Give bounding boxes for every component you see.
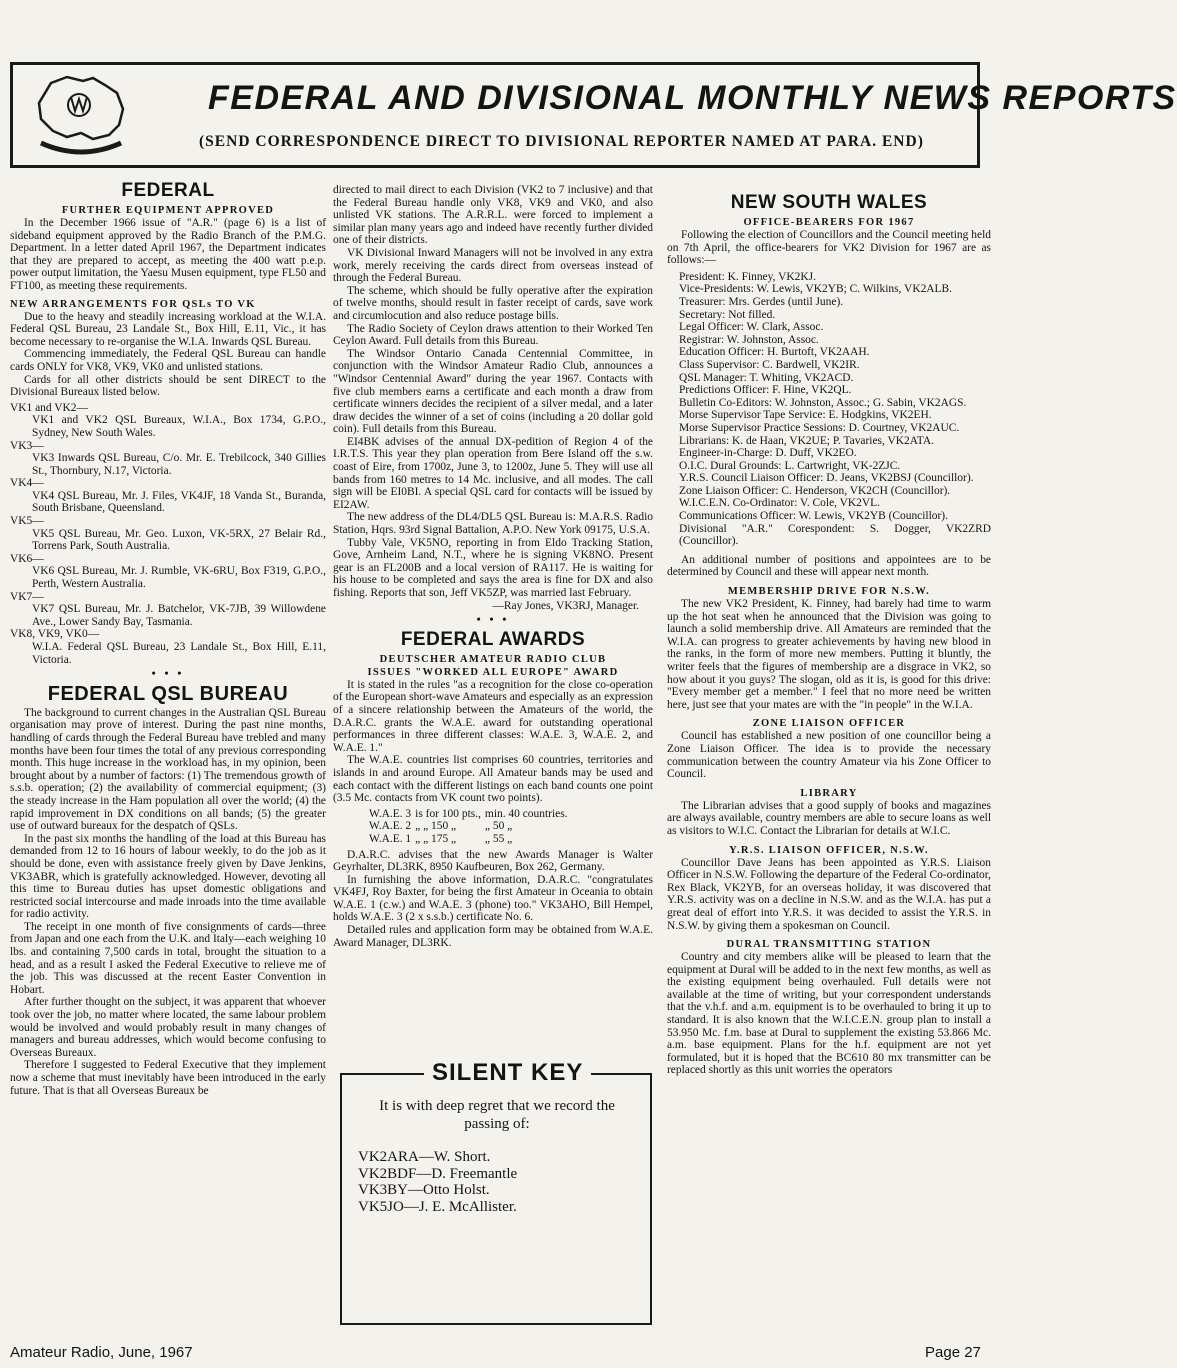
officer-entry: Divisional "A.R." Corespondent: S. Dogger, VK2ZRD (Councillor). bbox=[679, 522, 991, 548]
federal-subheading-equipment: FURTHER EQUIPMENT APPROVED bbox=[61, 205, 275, 216]
bureau-detail: W.I.A. Federal QSL Bureau, 23 Landale St., Box Hill, E.11, Victoria. bbox=[32, 641, 326, 666]
nsw-paragraph: The new VK2 President, K. Finney, had barely had time to warm up the hot seat when he announced that the Division was going to launch a solid membership drive. All Amateurs are reminded that the W.I.A. can progress to greater achievements by having new blood in the ranks, in the form of more new members. Putting it bluntly, the writer feels that the figures of membership are a disgrace in VK2, so how about it you guys? The slogan, old as it is, is good for this drive: "Every member get a member." I feel that no more need be written here, just see that your mates are with the "in people" in the W.I.A. bbox=[667, 598, 991, 711]
wia-logo-icon bbox=[31, 75, 131, 159]
wae-classes-table bbox=[369, 808, 572, 846]
bureau-label: VK8, VK9, VK0— bbox=[10, 628, 100, 641]
officer-entry: Legal Officer: W. Clark, Assoc. bbox=[679, 321, 824, 334]
column-2 bbox=[333, 184, 653, 949]
qsl-paragraph: directed to mail direct to each Division (VK2 to 7 inclusive) and that the Federal Bureau handle only VK8, VK9 and VK0, and also unlisted VK stations. The A.R.R.L. were forced to implement a similar plan many years ago and indeed have recently further divided one of their districts. bbox=[333, 184, 653, 247]
table-row bbox=[369, 820, 572, 833]
list-item: VK2BDF—D. Freemantle bbox=[358, 1165, 518, 1182]
wae-class-min: „ 50 „ bbox=[484, 820, 513, 833]
wae-class-name: W.A.E. 3 bbox=[369, 807, 412, 820]
qsl-paragraph: The new address of the DL4/DL5 QSL Bureau is: M.A.R.S. Radio Station, Hqrs. 93rd Signal Battalion, A.P.O. New York 09175, U.S.A. bbox=[333, 511, 653, 537]
nsw-subheading-zone: ZONE LIAISON OFFICER bbox=[752, 718, 906, 730]
federal-subheading-qsl: NEW ARRANGEMENTS FOR QSLs TO VK bbox=[10, 298, 256, 310]
nsw-subheading-office-bearers: OFFICE-BEARERS FOR 1967 bbox=[743, 217, 915, 228]
nsw-subheading-library: LIBRARY bbox=[800, 787, 858, 799]
list-item: VK5JO—J. E. McAllister. bbox=[358, 1198, 517, 1215]
officer-entry: Communications Officer: W. Lewis, VK2YB (Councillor). bbox=[679, 510, 948, 523]
officer-entry: Secretary: Not filled. bbox=[679, 308, 776, 321]
qsl-paragraph: Therefore I suggested to Federal Executive that they implement now a scheme that must inevitably have been introduced in the early future. That is that all Overseas Bureaux be bbox=[10, 1059, 326, 1097]
banner-subtitle: (SEND CORRESPONDENCE DIRECT TO DIVISIONAL REPORTER NAMED AT PARA. END) bbox=[199, 133, 924, 150]
awards-paragraph: Detailed rules and application form may be obtained from W.A.E. Award Manager, DL3RK. bbox=[333, 924, 653, 949]
nsw-paragraph: Councillor Dave Jeans has been appointed as Y.R.S. Liaison Officer in N.S.W. Following the departure of the Federal Co-ordinator, Rex Black, VK2YB, for an overseas holiday, it was discovered that Y.R.S. activity was on a decline in N.S.W. and as the W.I.A. has put a great deal of effort into Y.R.S. it was decided to assist the Y.R.S. in N.S.W. by giving them a spokesman on Council. bbox=[667, 856, 991, 932]
wae-class-name: W.A.E. 2 bbox=[369, 820, 412, 833]
officer-entry: Class Supervisor: C. Bardwell, VK2IR. bbox=[679, 358, 860, 371]
officer-entry: Bulletin Co-Editors: W. Johnston, Assoc.; G. Sabin, VK2AGS. bbox=[679, 396, 967, 409]
officer-entry: QSL Manager: T. Whiting, VK2ACD. bbox=[679, 371, 854, 384]
nsw-subheading-yrs: Y.R.S. LIAISON OFFICER, N.S.W. bbox=[729, 844, 929, 856]
officer-entry: Morse Supervisor Practice Sessions: D. Courtney, VK2AUC. bbox=[679, 421, 960, 434]
officer-entry: Education Officer: H. Burtoft, VK2AAH. bbox=[679, 346, 870, 359]
bureau-detail: VK5 QSL Bureau, Mr. Geo. Luxon, VK-5RX, 27 Belair Rd., Torrens Park, South Australia. bbox=[32, 527, 326, 553]
officer-entry: Morse Supervisor Tape Service: E. Hodgkins, VK2EH. bbox=[679, 409, 932, 422]
table-row bbox=[369, 833, 572, 846]
column-3 bbox=[667, 192, 991, 1077]
footer-issue: Amateur Radio, June, 1967 bbox=[10, 1344, 193, 1361]
bureau-label: VK4— bbox=[10, 477, 44, 490]
silent-key-intro: It is with deep regret that we record the passing of: bbox=[379, 1098, 615, 1132]
bureau-detail: VK4 QSL Bureau, Mr. J. Files, VK4JF, 18 Vanda St., Buranda, South Brisbane, Queensland. bbox=[32, 489, 326, 515]
list-item: VK3BY—Otto Holst. bbox=[358, 1182, 490, 1198]
banner-title: FEDERAL AND DIVISIONAL MONTHLY NEWS REPORTS bbox=[208, 79, 1177, 117]
wae-class-name: W.A.E. 1 bbox=[369, 832, 412, 845]
officer-entry: President: K. Finney, VK2KJ. bbox=[679, 270, 816, 283]
qsl-paragraph: VK Divisional Inward Managers will not be involved in any extra work, merely receiving the cards direct from overseas instead of through the Federal Bureau. bbox=[333, 246, 653, 285]
federal-paragraph: Commencing immediately, the Federal QSL Bureau can handle cards ONLY for VK8, VK9, VK0 and unlisted stations. bbox=[10, 348, 326, 373]
officer-entry: Vice-Presidents: W. Lewis, VK2YB; C. Wilkins, VK2ALB. bbox=[679, 283, 953, 296]
federal-paragraph: Cards for all other districts should be sent DIRECT to the Divisional Bureaux listed below. bbox=[10, 373, 326, 399]
nsw-paragraph: Following the election of Councillors and the Council meeting held on 7th April, the office-bearers for VK2 Division for 1967 are as follows:— bbox=[667, 229, 991, 267]
awards-paragraph: The W.A.E. countries list comprises 60 countries, territories and islands in and around Europe. All Amateur bands may be used and each contact with the different listings on each band counts one point (3.5 Mc. contacts from VK count two points). bbox=[333, 754, 653, 805]
nsw-paragraph: The Librarian advises that a good supply of books and magazines are always available, country members are able to secure loans as well as visitors to W.I.C. Contact the Librarian for details at W.I.C. bbox=[667, 799, 991, 837]
qsl-paragraph: The scheme, which should be fully operative after the expiration of twelve months, should result in faster receipt of cards, save work and circumlocution and also reduce postage bills. bbox=[333, 284, 653, 322]
bureau-detail: VK3 Inwards QSL Bureau, C/o. Mr. E. Trebilcock, 340 Gillies St., Thornbury, N.17, Victoria. bbox=[32, 452, 326, 477]
nsw-paragraph: Country and city members alike will be pleased to learn that the equipment at Dural will be added to in the next few months, as well as the existing equipment being overhauled. Full details were not available at the time of writing, but your correspondent understands that the v.h.f. and a.m. equipment is to be overhauled to bring it up to standard. It is also known that the W.I.C.E.N. group plan to install a 53.950 Mc. f.m. base at Dural to supplement the existing 53.866 Mc. a.m. base equipment. Plans for the h.f. equipment are not yet formulated, but it is hoped that the BC610 80 mx transmitter can be replaced shortly as this unit worries the operators bbox=[667, 951, 991, 1077]
bureau-label: VK7— bbox=[10, 590, 44, 603]
bureau-detail: VK7 QSL Bureau, Mr. J. Batchelor, VK-7JB, 39 Willowdene Ave., Lower Sandy Bay, Tasmania. bbox=[32, 603, 326, 628]
federal-paragraph: In the December 1966 issue of "A.R." (page 6) is a list of sideband equipment approved by the Radio Branch of the P.M.G. Department. In a letter dated April 1967, the Department indicates that they are prepared to accept, as meeting the 400 watt p.e.p. power output limitation, the Yaesu Musen equipment, type FL50 and FT100, as meeting these requirements. bbox=[10, 217, 326, 292]
qsl-paragraph: The Radio Society of Ceylon draws attention to their Worked Ten Ceylon Award. Full details from this Bureau. bbox=[333, 322, 653, 348]
officer-entry: O.I.C. Dural Grounds: L. Cartwright, VK-2ZJC. bbox=[679, 459, 901, 472]
nsw-heading: NEW SOUTH WALES bbox=[730, 192, 928, 213]
qsl-paragraph: After further thought on the subject, it was apparent that whoever took over the job, no matter where located, the same labour problem would be involved and would probably result in many changes of managers and bureau addresses, which would become confusing to Overseas Bureaux. bbox=[10, 996, 326, 1059]
officer-entry: Y.R.S. Council Liaison Officer: D. Jeans, VK2BSJ (Councillor). bbox=[679, 472, 974, 485]
bureau-label: VK3— bbox=[10, 439, 44, 452]
bureau-label: VK6— bbox=[10, 552, 44, 565]
awards-heading: FEDERAL AWARDS bbox=[400, 628, 586, 650]
bureau-detail: VK6 QSL Bureau, Mr. J. Rumble, VK-6RU, Box F319, G.P.O., Perth, Western Australia. bbox=[32, 565, 326, 591]
qsl-paragraph: The background to current changes in the Australian QSL Bureau organisation may prove of interest. During the past nine months, handling of cards through the Federal Bureau have trebled and many months have been four times the total of any previous corresponding month. This huge increase in the workload has, in my opinion, been brought about by a number of factors: (1) The tremendous growth of s.s.b. operation; (2) the availability of commercial equipment; (3) the steady increase in the Ham population all over the world; (4) the rapid improvement in DX conditions on all bands; (5) the greater use of outward bureaux for the despatch of QSLs. bbox=[10, 706, 326, 833]
qsl-signature: —Ray Jones, VK3RJ, Manager. bbox=[492, 599, 639, 612]
awards-paragraph: In furnishing the above information, D.A.R.C. "congratulates VK4FJ, Roy Baxter, for being the first Amateur in Oceania to obtain W.A.E. 1 (c.w.) and W.A.E. 3 (phone) too." VK3AHO, Bill Hempel, holds W.A.E. 3 (2 x s.s.b.) certificate No. 6. bbox=[333, 873, 653, 924]
qsl-paragraph: The Windsor Ontario Canada Centennial Committee, in conjunction with the Windsor Amateur Radio Club, announces a "Windsor Centennial Award" during the year 1967. Contacts with five club members earns a certificate and each month a draw from certificate winners decides the recipient of a silver medal, and a later draw decides the winner of a set of coins (including a 20 dollar gold coin). Full details from this Bureau. bbox=[333, 347, 653, 436]
qsl-bureau-heading: FEDERAL QSL BUREAU bbox=[47, 682, 289, 705]
qsl-paragraph: In the past six months the handling of the load at this Bureau has demanded from 12 to 16 hours of labour weekly, to do the job as it should be done, even with assistance freely given by Dave Jenkins, VK3ABR, which is gratefully acknowledged. However, devoting all this time to Bureau duties has upset domestic obligations and restricted social intercourse and made inroads into the time available for radio activity. bbox=[10, 832, 326, 921]
nsw-subheading-membership: MEMBERSHIP DRIVE FOR N.S.W. bbox=[727, 586, 931, 598]
federal-paragraph: Due to the heavy and steadily increasing workload at the W.I.A. Federal QSL Bureau, 23 Landale St., Box Hill, E.11, Vic., it has become necessary to re-organise the W.I.A. Inwards QSL Bureau. bbox=[10, 310, 326, 348]
section-separator: • • • bbox=[151, 668, 185, 681]
nsw-paragraph: An additional number of positions and appointees are to be determined by Council and these will appear next month. bbox=[667, 553, 991, 579]
awards-subheading-wae: ISSUES "WORKED ALL EUROPE" AWARD bbox=[367, 666, 619, 678]
wae-class-points: „ „ 175 „ bbox=[415, 832, 457, 845]
wae-class-min: „ 55 „ bbox=[484, 832, 513, 845]
qsl-paragraph: EI4BK advises of the annual DX-pedition of Region 4 of the I.R.T.S. This year they plan operation from Bere Island off the s.w. coast of Eire, from 1700z, June 3, to 1200z, June 5. They will use all bands from 160 metres to 14 Mc. inclusive, and all modes. The call sign will be EI0BI. A special QSL card for contacts will be issued by EI2AW. bbox=[333, 435, 653, 511]
nsw-subheading-dural: DURAL TRANSMITTING STATION bbox=[726, 939, 932, 951]
bureau-detail: VK1 and VK2 QSL Bureaux, W.I.A., Box 1734, G.P.O., Sydney, New South Wales. bbox=[32, 414, 326, 439]
qsl-paragraph: The receipt in one month of five consignments of cards—three from Japan and one each from the U.K. and Italy—each weighing 10 lbs. and containing 7,500 cards in total, brought the situation to a head, and as a result I asked the Federal Executive to relieve me of the job. This was discussed at the recent Easter Convention in Hobart. bbox=[10, 920, 327, 996]
news-banner bbox=[10, 62, 1177, 168]
awards-paragraph: D.A.R.C. advises that the new Awards Manager is Walter Geyrhalter, DL3RK, 8950 Kaufbeuren, Box 262, Germany. bbox=[333, 848, 653, 874]
officer-entry: Engineer-in-Charge: D. Duff, VK2EO. bbox=[679, 447, 857, 460]
silent-key-list bbox=[358, 1149, 517, 1215]
silent-key-title: SILENT KEY bbox=[424, 1059, 591, 1087]
bureau-label: VK1 and VK2— bbox=[10, 401, 88, 414]
officer-entry: Zone Liaison Officer: C. Henderson, VK2CH (Councillor). bbox=[679, 484, 951, 497]
officer-entry: Treasurer: Mrs. Gerdes (until June). bbox=[679, 295, 844, 308]
awards-paragraph: It is stated in the rules "as a recognition for the close co-operation of the European short-wave Amateurs and especially as an expression of a sincere relationship between the Amateurs of the world, the D.A.R.C. grants the W.A.E. award for outstanding operational performances in three different classes: W.A.E. 3, W.A.E. 2, and W.A.E. 1." bbox=[333, 678, 653, 754]
officer-entry: Predictions Officer: F. Hine, VK2QL. bbox=[679, 384, 852, 397]
bureau-label: VK5— bbox=[10, 515, 44, 528]
list-item: VK2ARA—W. Short. bbox=[358, 1149, 491, 1165]
section-separator: • • • bbox=[476, 614, 510, 627]
footer-page-number: Page 27 bbox=[925, 1344, 981, 1361]
nsw-paragraph: Council has established a new position of one councillor being a Zone Liaison Officer. The idea is to provide the necessary communication between the country Amateur via his Zone Officer to Council. bbox=[667, 730, 991, 781]
silent-key-box bbox=[340, 1059, 652, 1325]
column-1 bbox=[10, 180, 326, 1097]
officer-entry: W.I.C.E.N. Co-Ordinator: V. Cole, VK2VL. bbox=[679, 497, 880, 510]
officer-entry: Librarians: K. de Haan, VK2UE; P. Tavaries, VK2ATA. bbox=[679, 434, 934, 447]
wae-class-points: is for 100 pts., bbox=[415, 807, 481, 820]
qsl-paragraph: Tubby Vale, VK5NO, reporting in from Eldo Tracking Station, Gove, Arnheim Land, N.T., where he is signing VK8NO. Present gear is an FL200B and a local version of RA117. He is waiting for his house to be completed and says the area is fine for DX and also fishing. Reports that son, Jeff VK5ZP, was married last February. bbox=[333, 536, 653, 599]
wae-class-min: min. 40 countries. bbox=[484, 807, 568, 820]
federal-heading: FEDERAL bbox=[121, 180, 215, 201]
awards-subheading-darc: DEUTSCHER AMATEUR RADIO CLUB bbox=[379, 653, 607, 665]
table-row bbox=[369, 808, 572, 821]
officer-entry: Registrar: W. Johnston, Assoc. bbox=[679, 333, 819, 346]
wae-class-points: „ „ 150 „ bbox=[415, 820, 457, 833]
